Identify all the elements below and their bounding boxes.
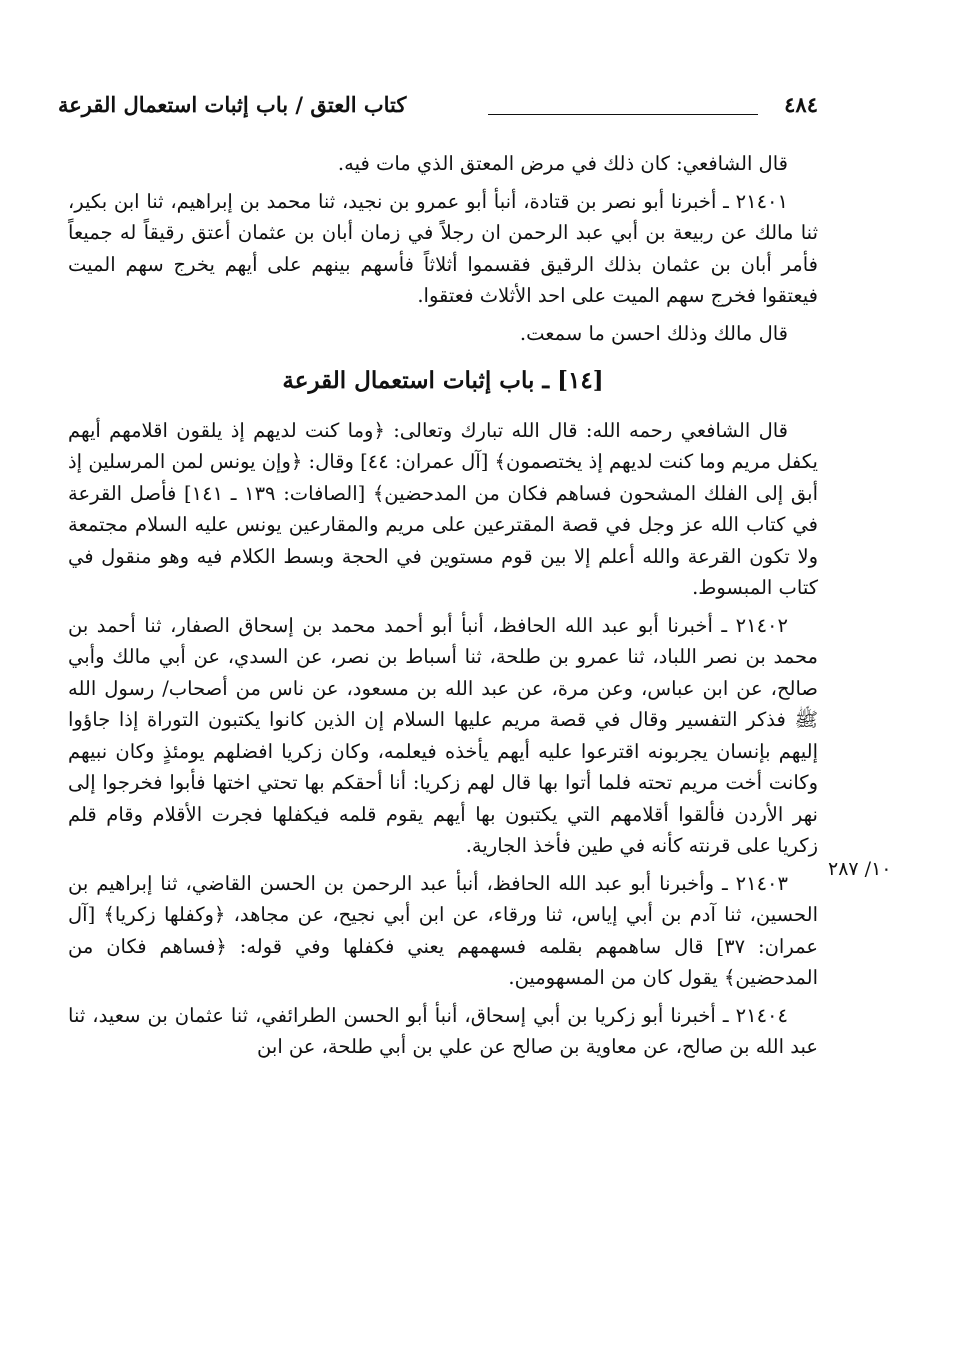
paragraph-text: ٢١٤٠٤ ـ أخبرنا أبو زكريا بن أبي إسحاق، أنبأ أبو الحسن الطرائفي، ثنا عثمان بن سعيد، ثنا عبد الله بن صالح، عن معاوية بن صالح عن علي بن أبي طلحة، عن ابن <box>68 1003 818 1058</box>
hadith-21401 <box>68 186 818 312</box>
paragraph-text: ٢١٤٠٣ ـ وأخبرنا أبو عبد الله الحافظ، أنبأ عبد الرحمن بن الحسن القاضي، ثنا إبراهيم بن الحسين، ثنا آدم بن أبي إياس، ثنا ورقاء، عن ابن أبي نجيح، عن مجاهد، ﴿وكفلها زكريا﴾ [آل عمران: ٣٧] قال ساهمهم بقلمه فسهمهم يعني فكفلها وفي قوله: ﴿فساهم فكان من المدحضين﴾ يقول كان من المسهومين. <box>68 871 818 989</box>
header-rule <box>488 114 758 115</box>
hadith-21404 <box>68 1000 818 1063</box>
running-title: كتاب العتق / باب إثبات استعمال القرعة <box>58 92 407 117</box>
paragraph-text: قال الشافعي: كان ذلك في مرض المعتق الذي مات فيه. <box>337 152 788 175</box>
page-body <box>68 148 818 1069</box>
paragraph-text: ٢١٤٠١ ـ أخبرنا أبو نصر بن قتادة، أنبأ أبو عمرو بن نجيد، ثنا محمد بن إبراهيم، ثنا ابن بكير، ثنا مالك عن ربيعة بن أبي عبد الرحمن ان رجلاً في زمان أبان بن عثمان أعتق رقيقاً له جميعاً فأمر أبان بن عثمان بذلك الرقيق فقسموا أثلاثاً فأسهم بينهم على أيهم يخرج سهم الميت فيعتقوا فخرج سهم الميت على احد الأثلاث فعتقوا. <box>68 189 818 307</box>
paragraph-text: قال مالك وذلك احسن ما سمعت. <box>519 321 788 345</box>
paragraph-text: ٢١٤٠٢ ـ أخبرنا أبو عبد الله الحافظ، أنبأ أبو أحمد محمد بن إسحاق الصفار، ثنا أحمد بن محمد بن نصر اللباد، ثنا عمرو بن طلحة، ثنا أسباط بن نصر، عن السدي، عن أبي مالك وأبي صالح، عن ابن عباس، وعن مرة، عن عبد الله بن مسعود، عن ناس من أصحاب/ رسول الله ﷺ فذكر التفسير وقال في قصة مريم عليها السلام إن الذين كانوا يكتبون التوراة إذا جاؤوا إليهم بإنسان يجربونه اقترعوا عليه أيهم يأخذه فيعلمه، وكان زكريا افضلهم يومئذٍ وكان نبيهم وكانت أخت مريم تحته فلما أتوا بها قال لهم زكريا: أنا أحقكم بها تحتي اختها فأبوا فخرجوا إلى نهر الأردن فألقوا أقلامهم التي يكتبون بها أيهم يقوم قلمه فيكفلها فجرت الأقلام وقام قلم زكريا على قرنته كأنه في طين فأخذ الجارية. <box>68 613 818 857</box>
hadith-21403 <box>68 868 818 994</box>
paragraph-text: قال الشافعي رحمه الله: قال الله تبارك وتعالى: ﴿وما كنت لديهم إذ يلقون اقلامهم أيهم يكفل مريم وما كنت لديهم إذ يختصمون﴾ [آل عمران: ٤٤] وقال: ﴿وإن يونس لمن المرسلين إذ أبق إلى الفلك المشحون فساهم فكان من المدحضين﴾ [الصافات: ١٣٩ ـ ١٤١] فأصل القرعة في كتاب الله عز وجل في قصة المقترعين على مريم والمقارعين يونس عليه السلام مجتمعة ولا تكون القرعة والله أعلم إلا بين قوم مستوين في الحجة وبسط الكلام فيه وهو منقول في كتاب المبسوط. <box>68 418 818 599</box>
paragraph-shafii-quran <box>68 415 818 604</box>
paragraph-shafii-note <box>68 148 818 180</box>
paragraph-malik-note <box>68 318 818 350</box>
margin-reference: ١٠/ ٢٨٧ <box>828 858 892 880</box>
chapter-title: [١٤] ـ باب إثبات استعمال القرعة <box>282 367 604 394</box>
page-number: ٤٨٤ <box>784 92 818 117</box>
page-header <box>58 92 818 126</box>
hadith-21402 <box>68 610 818 862</box>
